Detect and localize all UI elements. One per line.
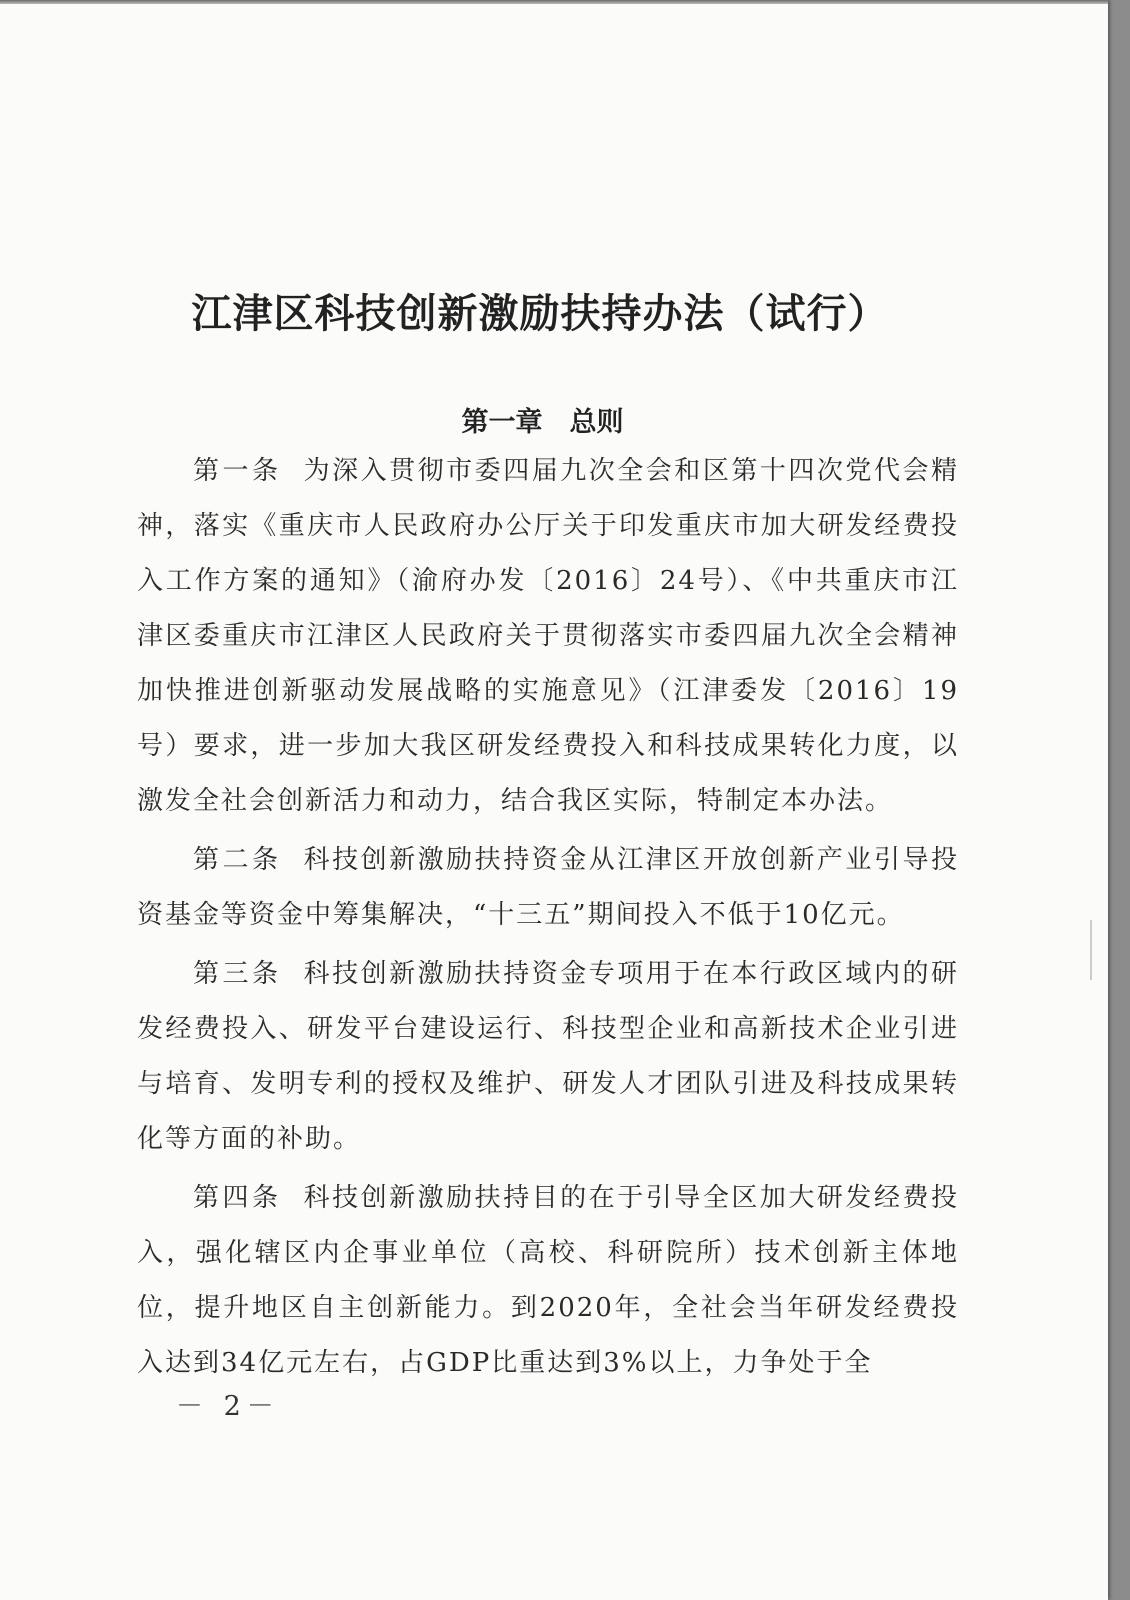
document-title: 江津区科技创新激励扶持办法（试行）	[191, 290, 889, 337]
article-text: 为深入贯彻市委四届九次全会和区第十四次党代会精神，落实《重庆市人民政府办公厅关于印发重庆市加大研发经费投入工作方案的通知》（渝府办发〔2016〕24号）、《中共重庆市江津区委重庆市江津区人民政府关于贯彻落实市委四届九次全会精神加快推进创新驱动发展战略的实施意见》（江津委发〔2016〕19号）要求，进一步加大我区研发经费投入和科技成果转化力度，以激发全社会创新活力和动力，结合我区实际，特制定本办法。	[137, 456, 959, 816]
article-text: 科技创新激励扶持资金专项用于在本行政区域内的研发经费投入、研发平台建设运行、科技型企业和高新技术企业引进与培育、发明专利的授权及维护、研发人才团队引进及科技成果转化等方面的补助。	[137, 959, 959, 1154]
article-4	[137, 1171, 959, 1391]
article-1	[137, 444, 959, 829]
article-3	[137, 947, 959, 1167]
chapter-heading: 第一章 总则	[461, 407, 624, 438]
scan-top-edge	[0, 0, 1108, 4]
scan-artifact	[1090, 920, 1092, 980]
article-label: 第一条	[193, 456, 282, 486]
page-number: － 2－	[176, 1391, 280, 1422]
article-label: 第四条	[193, 1183, 282, 1213]
document-body	[137, 444, 959, 1391]
article-text: 科技创新激励扶持资金从江津区开放创新产业引导投资基金等资金中筹集解决，“十三五”期间投入不低于10亿元。	[137, 845, 959, 930]
article-2	[137, 833, 959, 943]
article-text: 科技创新激励扶持目的在于引导全区加大研发经费投入，强化辖区内企事业单位（高校、科研院所）技术创新主体地位，提升地区自主创新能力。到2020年，全社会当年研发经费投入达到34亿元左右，占GDP比重达到3%以上，力争处于全	[137, 1183, 959, 1378]
article-label: 第二条	[193, 845, 282, 875]
article-label: 第三条	[193, 959, 282, 989]
